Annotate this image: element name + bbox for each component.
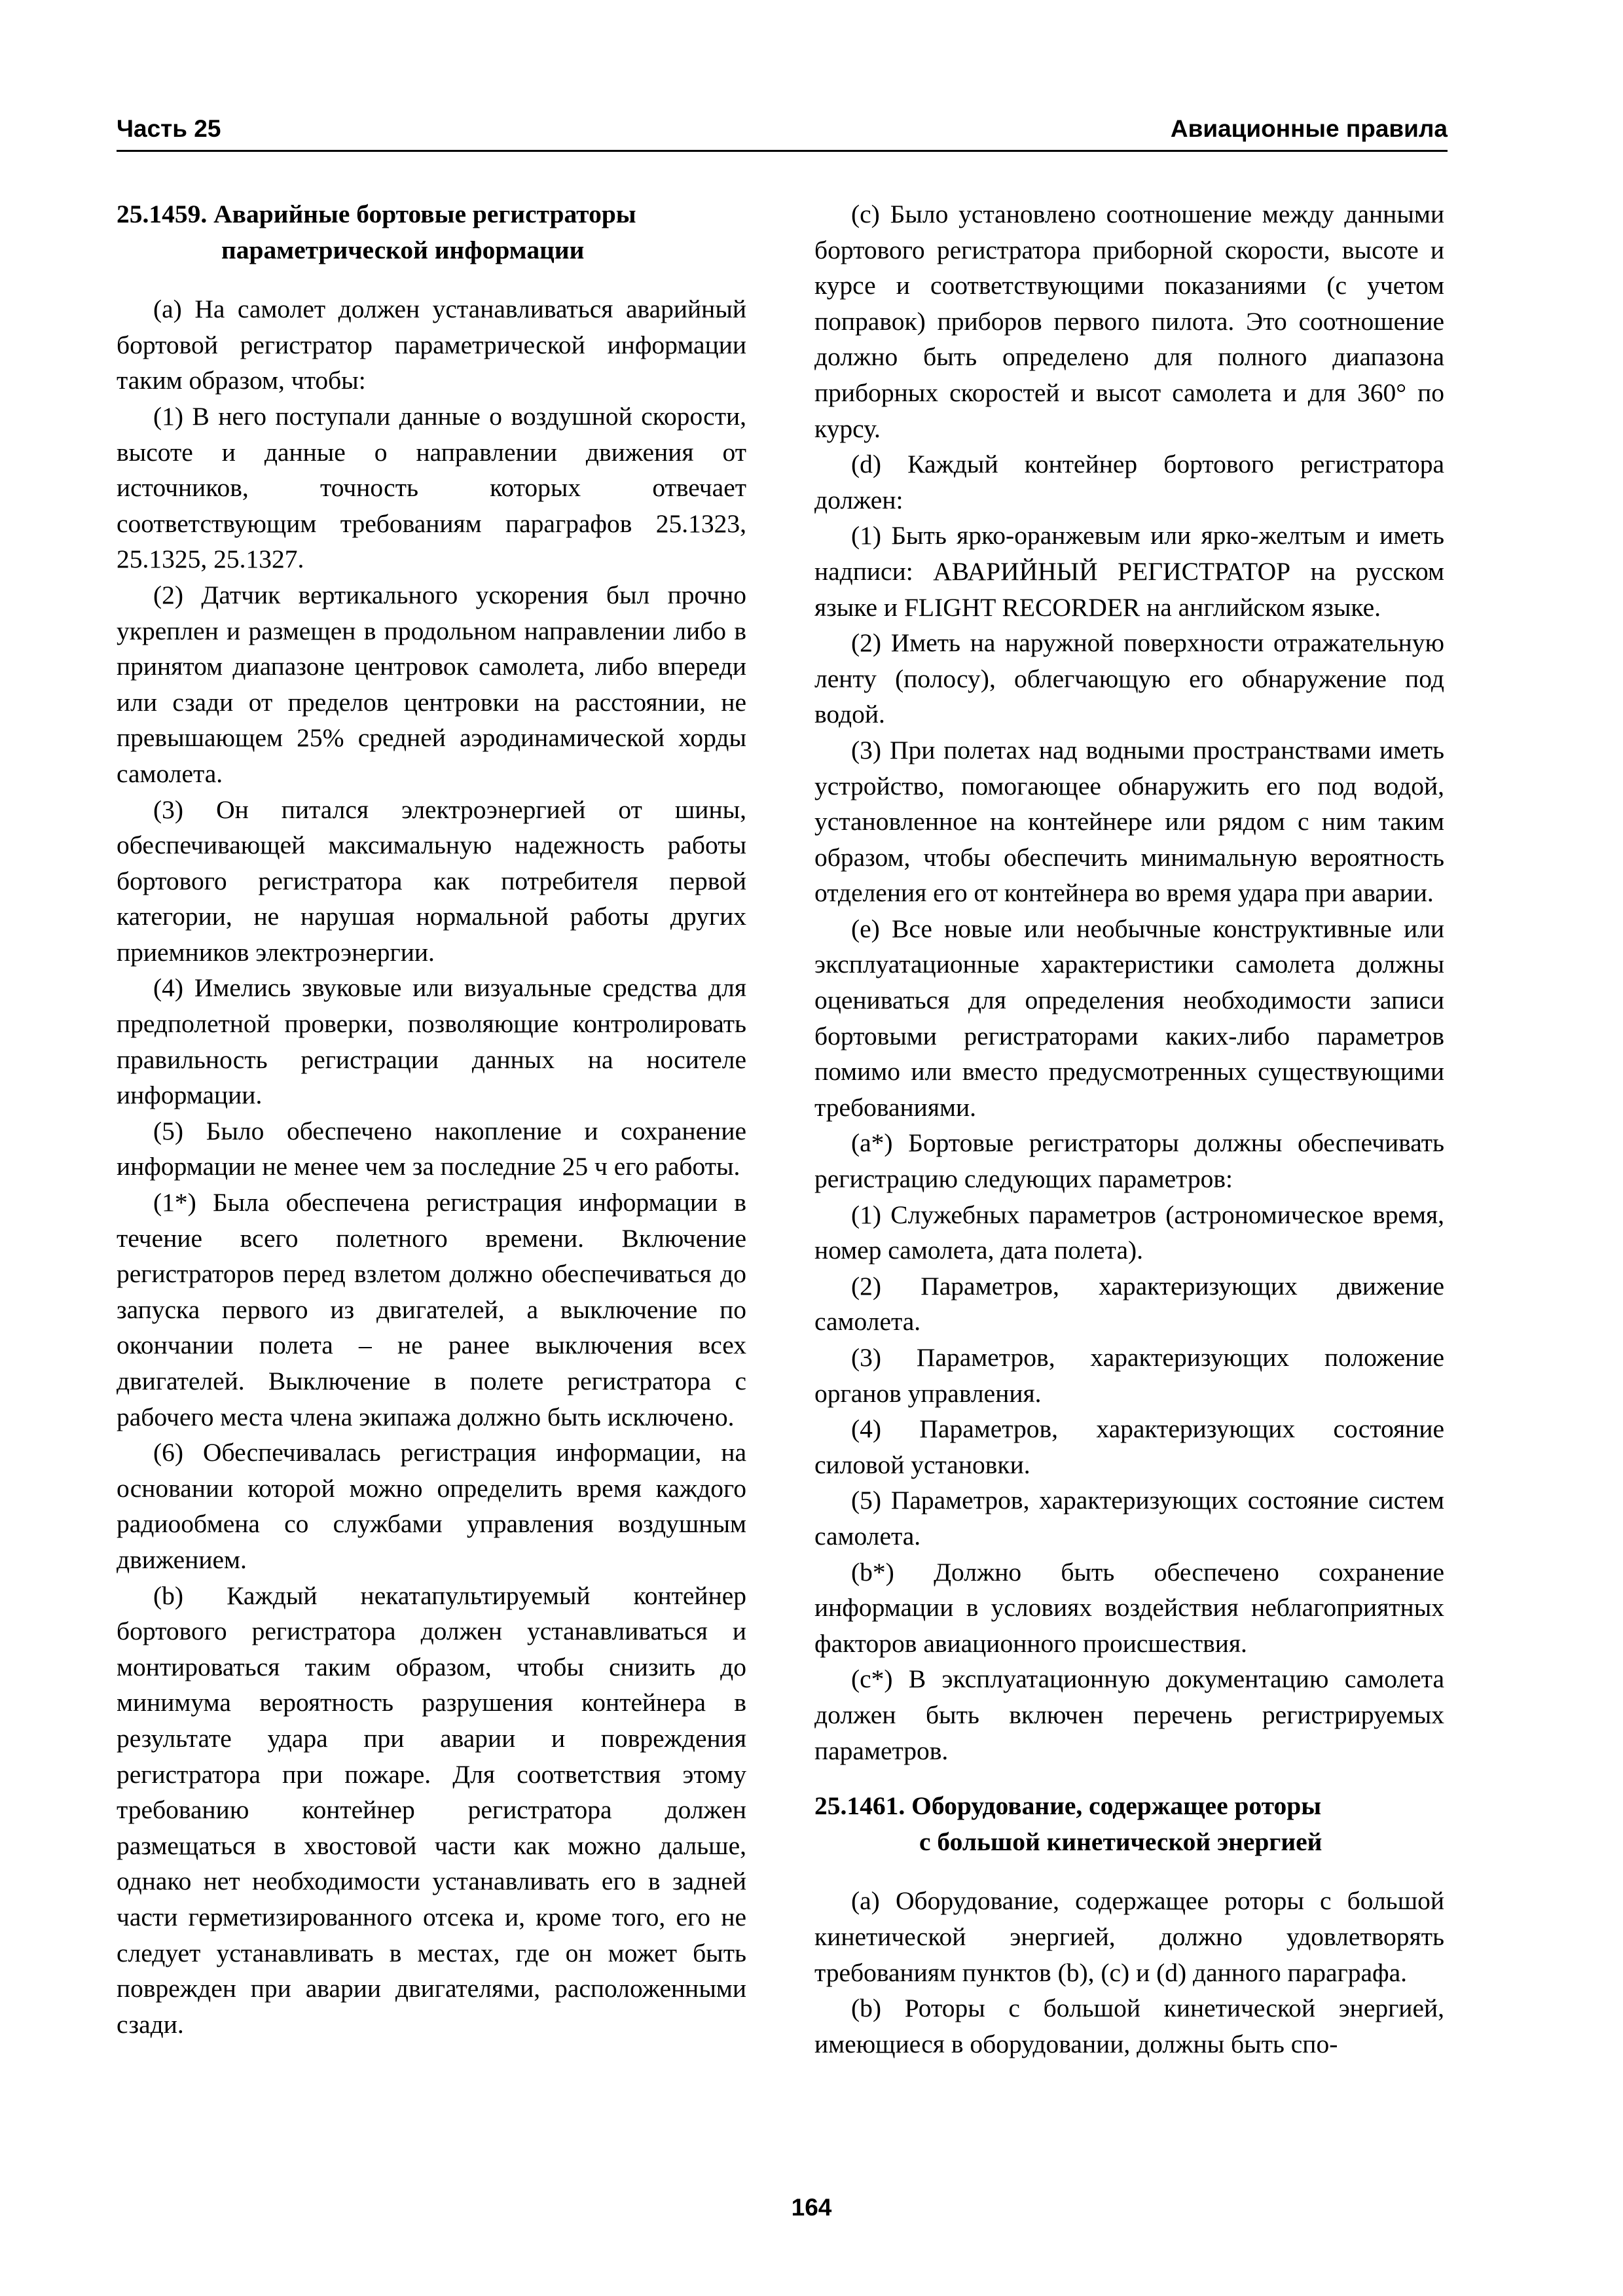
running-header-part: Часть 25: [117, 115, 221, 142]
section-heading-line-1: 25.1461. Оборудование, содержащее роторы: [814, 1791, 1322, 1821]
paragraph: (4) Параметров, характеризующих состояние силовой установки.: [814, 1414, 1444, 1479]
paragraph: (a*) Бортовые регистраторы должны обеспечивать регистрацию следующих параметров:: [814, 1128, 1444, 1194]
paragraph: (1) Быть ярко-оранжевым или ярко-желтым и иметь надписи: АВАРИЙНЫЙ РЕГИСТРАТОР на русском языке и FLIGHT RECORDER на английском языке.: [814, 521, 1444, 622]
paragraph: (3) Он питался электроэнергией от шины, обеспечивающей максимальную надежность работы бортового регистратора как потребителя первой категории, не нарушая нормальной работы других приемников электроэнергии.: [117, 795, 746, 967]
paragraph: (3) При полетах над водными пространствами иметь устройство, помогающее обнаружить его под водой, установленное на контейнере или рядом с ним таким образом, чтобы обеспечить минимальную вероятность отделения его от контейнера во время удара при аварии.: [814, 735, 1444, 908]
paragraph: (b) Роторы с большой кинетической энергией, имеющиеся в оборудовании, должны быть спо-: [814, 1994, 1444, 2058]
paragraph: (a) На самолет должен устанавливаться аварийный бортовой регистратор параметрической информации таким образом, чтобы:: [117, 295, 746, 395]
paragraph: (e) Все новые или необычные конструктивные или эксплуатационные характеристики самолета должны оцениваться для определения необходимости записи бортовыми регистраторами каких-либо параметров помимо или вместо предусмотренных существующими требованиями.: [814, 914, 1444, 1122]
running-header-title: Авиационные правила: [1170, 115, 1448, 142]
section-heading-25-1461: [814, 1788, 1444, 1859]
right-column: [814, 196, 1444, 2062]
paragraph: (5) Было обеспечено накопление и сохранение информации не менее чем за последние 25 ч его работы.: [117, 1116, 746, 1181]
paragraph: (1) В него поступали данные о воздушной скорости, высоте и данные о направлении движения от источников, точность которых отвечает соответствующим требованиям параграфов 25.1323, 25.1325, 25.1327.: [117, 401, 746, 574]
paragraph: (2) Параметров, характеризующих движение самолета.: [814, 1271, 1444, 1336]
paragraph: (1*) Была обеспечена регистрация информации в течение всего полетного времени. Включение регистраторов перед взлетом должно обеспечиваться до запуска первого из двигателей, а выключение по окончании полета – не ранее выключения всех двигателей. Выключение в полете регистратора с рабочего места члена экипажа должно быть исключено.: [117, 1188, 746, 1431]
paragraph: (c) Было установлено соотношение между данными бортового регистратора приборной скорости, высоте и курсе и соответствующими показаниями (с учетом поправок) приборов первого пилота. Это соотношение должно быть определено для полного диапазона приборных скоростей и высот самолета и для 360° по курсу.: [814, 200, 1444, 443]
section-heading-line-2: параметрической информации: [221, 235, 585, 264]
paragraph: (1) Служебных параметров (астрономическое время, номер самолета, дата полета).: [814, 1200, 1444, 1265]
header-divider: [117, 150, 1448, 152]
section-heading-line-1: 25.1459. Аварийные бортовые регистраторы: [117, 200, 636, 228]
paragraph: (2) Датчик вертикального ускорения был прочно укреплен и размещен в продольном направлении либо в принятом диапазоне центровок самолета, либо впереди или сзади от пределов центровки на расстоянии, не превышающем 25% средней аэродинамической хорды самолета.: [117, 580, 746, 788]
paragraph: (6) Обеспечивалась регистрация информации, на основании которой можно определить время каждого радиообмена со службами управления воздушным движением.: [117, 1438, 746, 1574]
paragraph: (4) Имелись звуковые или визуальные средства для предполетной проверки, позволяющие контролировать правильность регистрации данных на носителе информации.: [117, 973, 746, 1110]
left-column: [117, 196, 746, 2042]
paragraph: (b*) Должно быть обеспечено сохранение информации в условиях воздействия неблагоприятных факторов авиационного происшествия.: [814, 1557, 1444, 1658]
paragraph: (a) Оборудование, содержащее роторы с большой кинетической энергией, должно удовлетворять требованиям пунктов (b), (c) и (d) данного параграфа.: [814, 1886, 1444, 1987]
paragraph: (d) Каждый контейнер бортового регистратора должен:: [814, 450, 1444, 514]
paragraph: (3) Параметров, характеризующих положение органов управления.: [814, 1343, 1444, 1408]
paragraph: (5) Параметров, характеризующих состояние систем самолета.: [814, 1486, 1444, 1551]
section-heading-25-1459: [117, 196, 746, 268]
page-number: 164: [791, 2194, 832, 2221]
paragraph: (b) Каждый некатапультируемый контейнер бортового регистратора должен устанавливаться и монтироваться таким образом, чтобы снизить до минимума вероятность разрушения контейнера в результате удара при аварии и повреждения регистратора при пожаре. Для соответствия этому требованию контейнер регистратора должен размещаться в хвостовой части как можно дальше, однако нет необходимости устанавливать его в задней части герметизированного отсека и, кроме того, его не следует устанавливать в местах, где он может быть поврежден при аварии двигателями, расположенными сзади.: [117, 1581, 746, 2039]
paragraph: (2) Иметь на наружной поверхности отражательную ленту (полосу), облегчающую его обнаружение под водой.: [814, 628, 1444, 729]
paragraph: (c*) В эксплуатационную документацию самолета должен быть включен перечень регистрируемых параметров.: [814, 1664, 1444, 1765]
section-heading-line-2: с большой кинетической энергией: [919, 1827, 1322, 1856]
